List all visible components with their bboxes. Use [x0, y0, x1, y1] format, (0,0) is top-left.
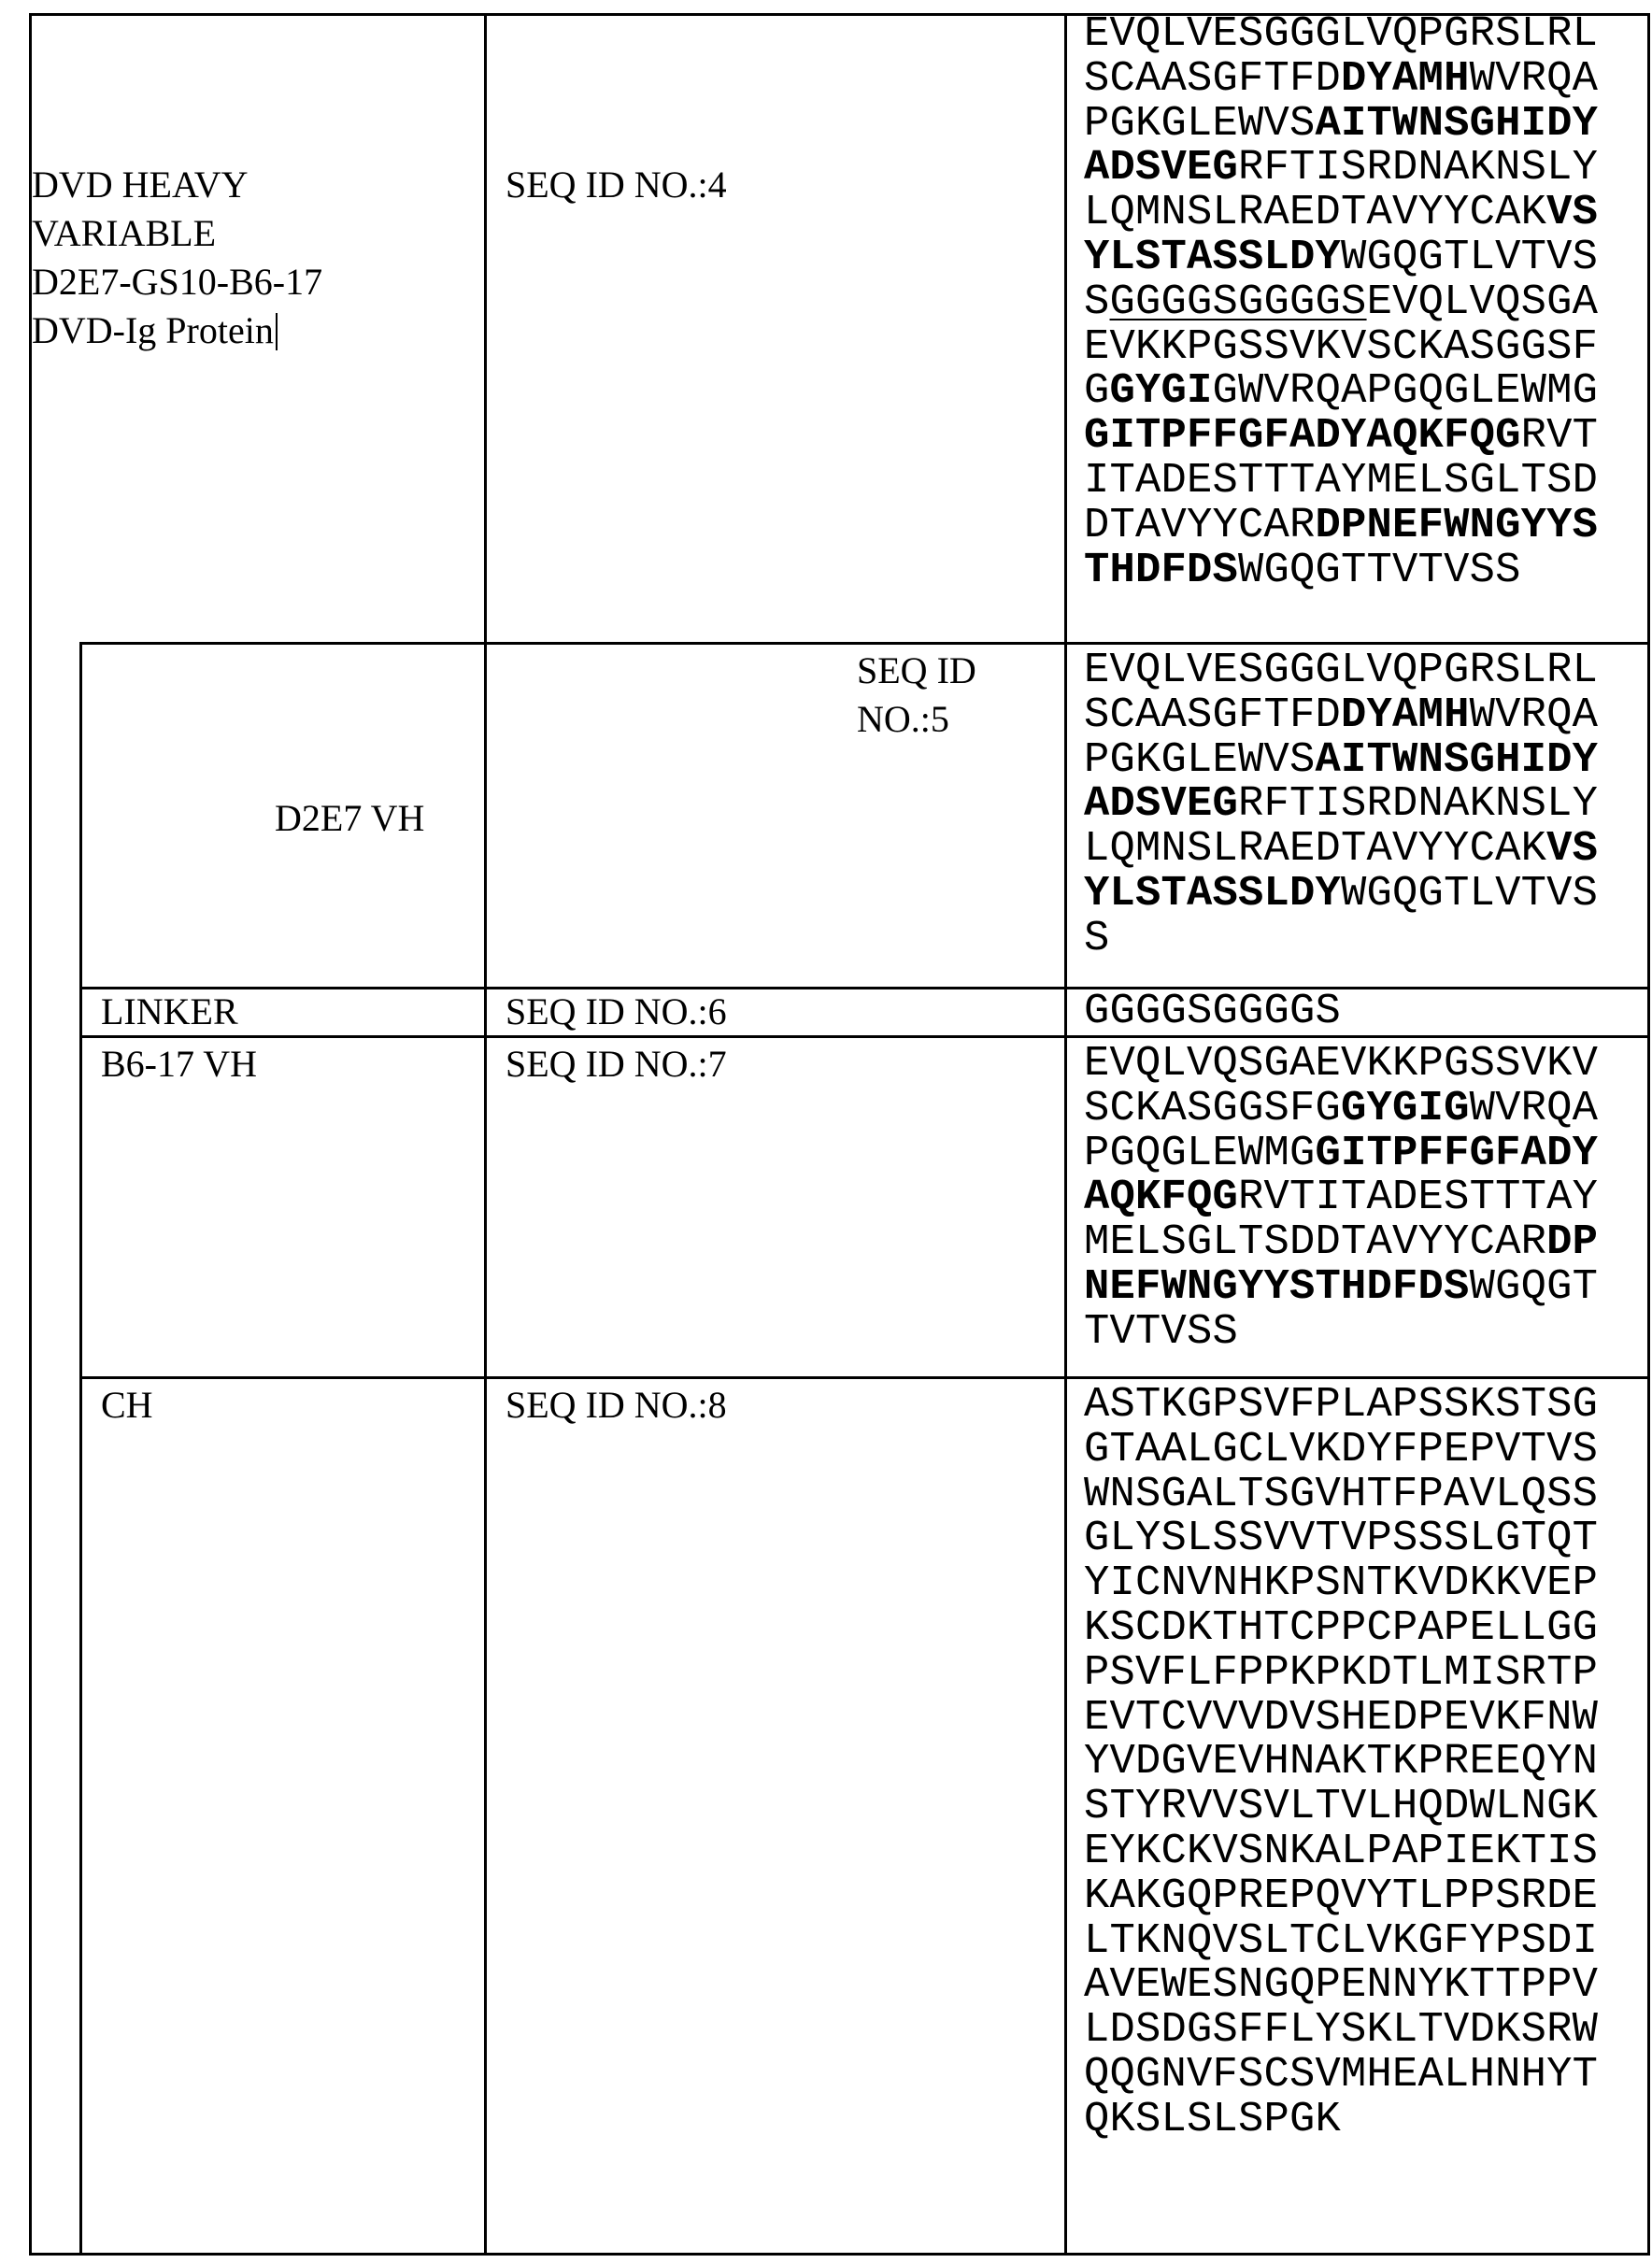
sequence-line — [1084, 872, 1598, 917]
cdr-segment: YLSTASSLDY — [1084, 869, 1341, 918]
name-line: LINKER — [101, 988, 238, 1036]
sequence-line — [1084, 648, 1598, 693]
sequence-segment: SCKASGGSFG — [1084, 1084, 1341, 1132]
sequence-segment: QQGNVFSCSVMHEALHNHYT — [1084, 2050, 1598, 2099]
sequence-segment: S — [1084, 278, 1110, 326]
cdr-segment: AQKFQG — [1084, 1173, 1238, 1221]
row-1-sequence — [1084, 12, 1598, 592]
col-divider — [1064, 13, 1067, 2256]
row-divider — [79, 1035, 1650, 1038]
row-divider — [79, 642, 1650, 645]
cdr-segment: ADSVEG — [1084, 143, 1238, 192]
name-line: DVD HEAVY — [32, 161, 322, 209]
sequence-line — [1084, 1265, 1598, 1310]
sequence-segment: TVTVSS — [1084, 1307, 1238, 1356]
row-3-seq-id — [506, 988, 727, 1036]
row-2-name — [275, 794, 424, 843]
row-1-name — [32, 161, 322, 355]
seq-id-line: SEQ ID — [857, 647, 976, 695]
sequence-line — [1084, 1829, 1598, 1874]
sequence-line — [1084, 459, 1598, 504]
sequence-line — [1084, 1651, 1598, 1696]
sequence-line — [1084, 827, 1598, 872]
sequence-segment: PGKGLEWVS — [1084, 99, 1316, 148]
sequence-line — [1084, 12, 1598, 57]
cdr-segment: YLSTASSLDY — [1084, 233, 1341, 281]
row-2-sequence — [1084, 648, 1598, 961]
sequence-line — [1084, 1310, 1598, 1355]
sequence-segment: RFTISRDNAKNSLY — [1238, 779, 1598, 828]
table-border-bottom — [29, 2253, 1650, 2256]
sequence-segment: WGQGTLVTVS — [1341, 869, 1598, 918]
sequence-segment: GLYSLSSVVTVPSSSLGTQT — [1084, 1514, 1598, 1562]
sequence-segment: AVEWESNGQPENNYKTTPPV — [1084, 1960, 1598, 2009]
sequence-segment: EVQLVQSGAEVKKPGSSVKV — [1084, 1039, 1598, 1088]
sequence-line — [1084, 102, 1598, 147]
sequence-line — [1084, 2008, 1598, 2053]
sequence-segment: EVTCVVVDVSHEDPEVKFNW — [1084, 1693, 1598, 1742]
row-1-seq-id — [506, 161, 727, 209]
sequence-segment: GTAALGCLVKDYFPEPVTVS — [1084, 1425, 1598, 1473]
cdr-segment: AITWNSGHIDY — [1316, 735, 1599, 784]
cdr-segment: THDFDS — [1084, 546, 1238, 594]
sequence-segment: LDSDGSFFLYSKLTVDKSRW — [1084, 2005, 1598, 2054]
cdr-segment: DP — [1546, 1217, 1598, 1266]
name-line: CH — [101, 1381, 153, 1430]
sequence-line — [1084, 1919, 1598, 1964]
sequence-segment: LTKNQVSLTCLVKGFYPSDI — [1084, 1916, 1598, 1965]
row-3-name — [101, 988, 238, 1036]
sequence-line — [1084, 1042, 1598, 1087]
sequence-line — [1084, 325, 1598, 370]
sequence-segment: KAKGQPREPQVYTLPPSRDE — [1084, 1872, 1598, 1920]
cdr-segment: GYGI — [1110, 366, 1213, 415]
sequence-segment: S — [1084, 914, 1110, 962]
sequence-segment: YVDGVEVHNAKTKPREEQYN — [1084, 1737, 1598, 1786]
sequence-segment: G — [1084, 366, 1110, 415]
col-divider — [484, 13, 487, 2256]
sequence-line — [1084, 235, 1598, 280]
cdr-segment: AITWNSGHIDY — [1316, 99, 1599, 148]
sequence-line — [1084, 191, 1598, 235]
cdr-segment: ADSVEG — [1084, 779, 1238, 828]
cdr-segment: GITPFFGFADYAQKFQG — [1084, 411, 1521, 460]
sequence-segment: WVRQA — [1470, 1084, 1599, 1132]
row-5-seq-id — [506, 1381, 727, 1430]
sequence-segment: KSCDKTHTCPPCPAPELLGG — [1084, 1603, 1598, 1652]
sequence-segment: EVQLVESGGGLVQPGRSLRL — [1084, 9, 1598, 58]
sequence-line — [1084, 57, 1598, 102]
sequence-segment: EYKCKVSNKALPAPIEKTIS — [1084, 1827, 1598, 1875]
sequence-line — [1084, 1785, 1598, 1829]
sequence-line — [1084, 548, 1598, 593]
cdr-segment: GITPFFGFADY — [1316, 1129, 1599, 1177]
sequence-segment: WNSGALTSGVHTFPAVLQSS — [1084, 1470, 1598, 1518]
sequence-segment: PGKGLEWVS — [1084, 735, 1316, 784]
row-4-name — [101, 1040, 257, 1089]
row-5-name — [101, 1381, 153, 1430]
sequence-segment: PSVFLFPPKPKDTLMISRTP — [1084, 1648, 1598, 1697]
cdr-segment: VS — [1546, 824, 1598, 873]
row-4-sequence — [1084, 1042, 1598, 1355]
sequence-line — [1084, 1606, 1598, 1651]
sequence-line — [1084, 1696, 1598, 1741]
cdr-segment: GYGIG — [1341, 1084, 1470, 1132]
sequence-segment: SCAASGFTFD — [1084, 690, 1341, 739]
cdr-segment: DPNEFWNGYYS — [1316, 501, 1599, 549]
cdr-segment: DYAMH — [1341, 690, 1470, 739]
name-line: D2E7-GS10-B6-17 — [32, 258, 322, 306]
sequence-segment: WGQGTTVTVSS — [1238, 546, 1521, 594]
name-line — [32, 306, 322, 355]
name-line: B6-17 VH — [101, 1040, 257, 1089]
sequence-segment: WGQGT — [1470, 1262, 1599, 1311]
cdr-segment: NEFWNGYYSTHDFDS — [1084, 1262, 1470, 1311]
name-line-text: DVD-Ig Protein — [32, 309, 274, 351]
row-divider — [79, 987, 1650, 989]
table-border-right — [1647, 13, 1650, 2256]
sequence-line — [1084, 1874, 1598, 1919]
sequence-line — [1084, 1220, 1598, 1265]
sequence-segment: ASTKGPSVFPLAPSSKSTSG — [1084, 1380, 1598, 1429]
cdr-segment: DYAMH — [1341, 54, 1470, 103]
sequence-segment: STYRVVSVLTVLHQDWLNGK — [1084, 1782, 1598, 1830]
seq-id-line: SEQ ID NO.:7 — [506, 1040, 727, 1089]
sequence-line — [1084, 782, 1598, 827]
sequence-line — [1084, 1383, 1598, 1428]
sequence-segment: MELSGLTSDDTAVYYCAR — [1084, 1217, 1546, 1266]
sequence-line — [1084, 1516, 1598, 1561]
text-cursor — [276, 313, 278, 350]
sequence-line — [1084, 1087, 1598, 1132]
seq-id-line: SEQ ID NO.:6 — [506, 988, 727, 1036]
sequence-segment: RVT — [1521, 411, 1599, 460]
sequence-line — [1084, 1561, 1598, 1606]
sequence-line — [1084, 1428, 1598, 1473]
sequence-segment: EVQLVQSGA — [1367, 278, 1599, 326]
sequence-segment: LQMNSLRAEDTAVYYCAK — [1084, 824, 1546, 873]
row-divider — [79, 1376, 1650, 1379]
sequence-segment: QKSLSLSPGK — [1084, 2095, 1341, 2143]
sequence-segment: RFTISRDNAKNSLY — [1238, 143, 1598, 192]
sequence-line — [1084, 1132, 1598, 1176]
sequence-segment: WVRQA — [1470, 690, 1599, 739]
sequence-segment: GWVRQAPGQGLEWMG — [1213, 366, 1599, 415]
sequence-segment: LQMNSLRAEDTAVYYCAK — [1084, 188, 1546, 236]
sequence-segment: SCAASGFTFD — [1084, 54, 1341, 103]
row-5-sequence — [1084, 1383, 1598, 2142]
seq-id-line: NO.:5 — [857, 695, 976, 744]
sequence-segment: YICNVNHKPSNTKVDKKVEP — [1084, 1558, 1598, 1607]
sequence-line — [1084, 738, 1598, 783]
sequence-segment: PGQGLEWMG — [1084, 1129, 1316, 1177]
col-divider — [79, 642, 82, 2256]
row-2-seq-id — [857, 647, 976, 744]
sequence-line — [1084, 989, 1341, 1034]
sequence-line — [1084, 1175, 1598, 1220]
sequence-segment: RVTITADESTTTAY — [1238, 1173, 1598, 1221]
sequence-line — [1084, 146, 1598, 191]
sequence-line — [1084, 2098, 1598, 2142]
sequence-line — [1084, 917, 1598, 961]
row-3-sequence — [1084, 989, 1341, 1034]
name-line: D2E7 VH — [275, 794, 424, 843]
sequence-line — [1084, 280, 1598, 325]
sequence-line — [1084, 414, 1598, 459]
sequence-segment: DTAVYYCAR — [1084, 501, 1316, 549]
sequence-segment: ITADESTTTAYMELSGLTSD — [1084, 456, 1598, 505]
sequence-line — [1084, 369, 1598, 414]
row-4-seq-id — [506, 1040, 727, 1089]
sequence-line — [1084, 504, 1598, 548]
name-line: VARIABLE — [32, 209, 322, 258]
seq-id-line: SEQ ID NO.:8 — [506, 1381, 727, 1430]
sequence-line — [1084, 1473, 1598, 1517]
sequence-segment: WVRQA — [1470, 54, 1599, 103]
sequence-segment: EVKKPGSSVKVSCKASGGSF — [1084, 322, 1598, 371]
sequence-line — [1084, 1963, 1598, 2008]
sequence-segment: EVQLVESGGGLVQPGRSLRL — [1084, 646, 1598, 694]
linker-segment: GGGGSGGGGS — [1110, 278, 1367, 326]
sequence-segment: WGQGTLVTVS — [1341, 233, 1598, 281]
sequence-line — [1084, 1740, 1598, 1785]
sequence-segment: GGGGSGGGGS — [1084, 987, 1341, 1035]
seq-id-line: SEQ ID NO.:4 — [506, 161, 727, 209]
sequence-line — [1084, 693, 1598, 738]
sequence-line — [1084, 2053, 1598, 2098]
cdr-segment: VS — [1546, 188, 1598, 236]
